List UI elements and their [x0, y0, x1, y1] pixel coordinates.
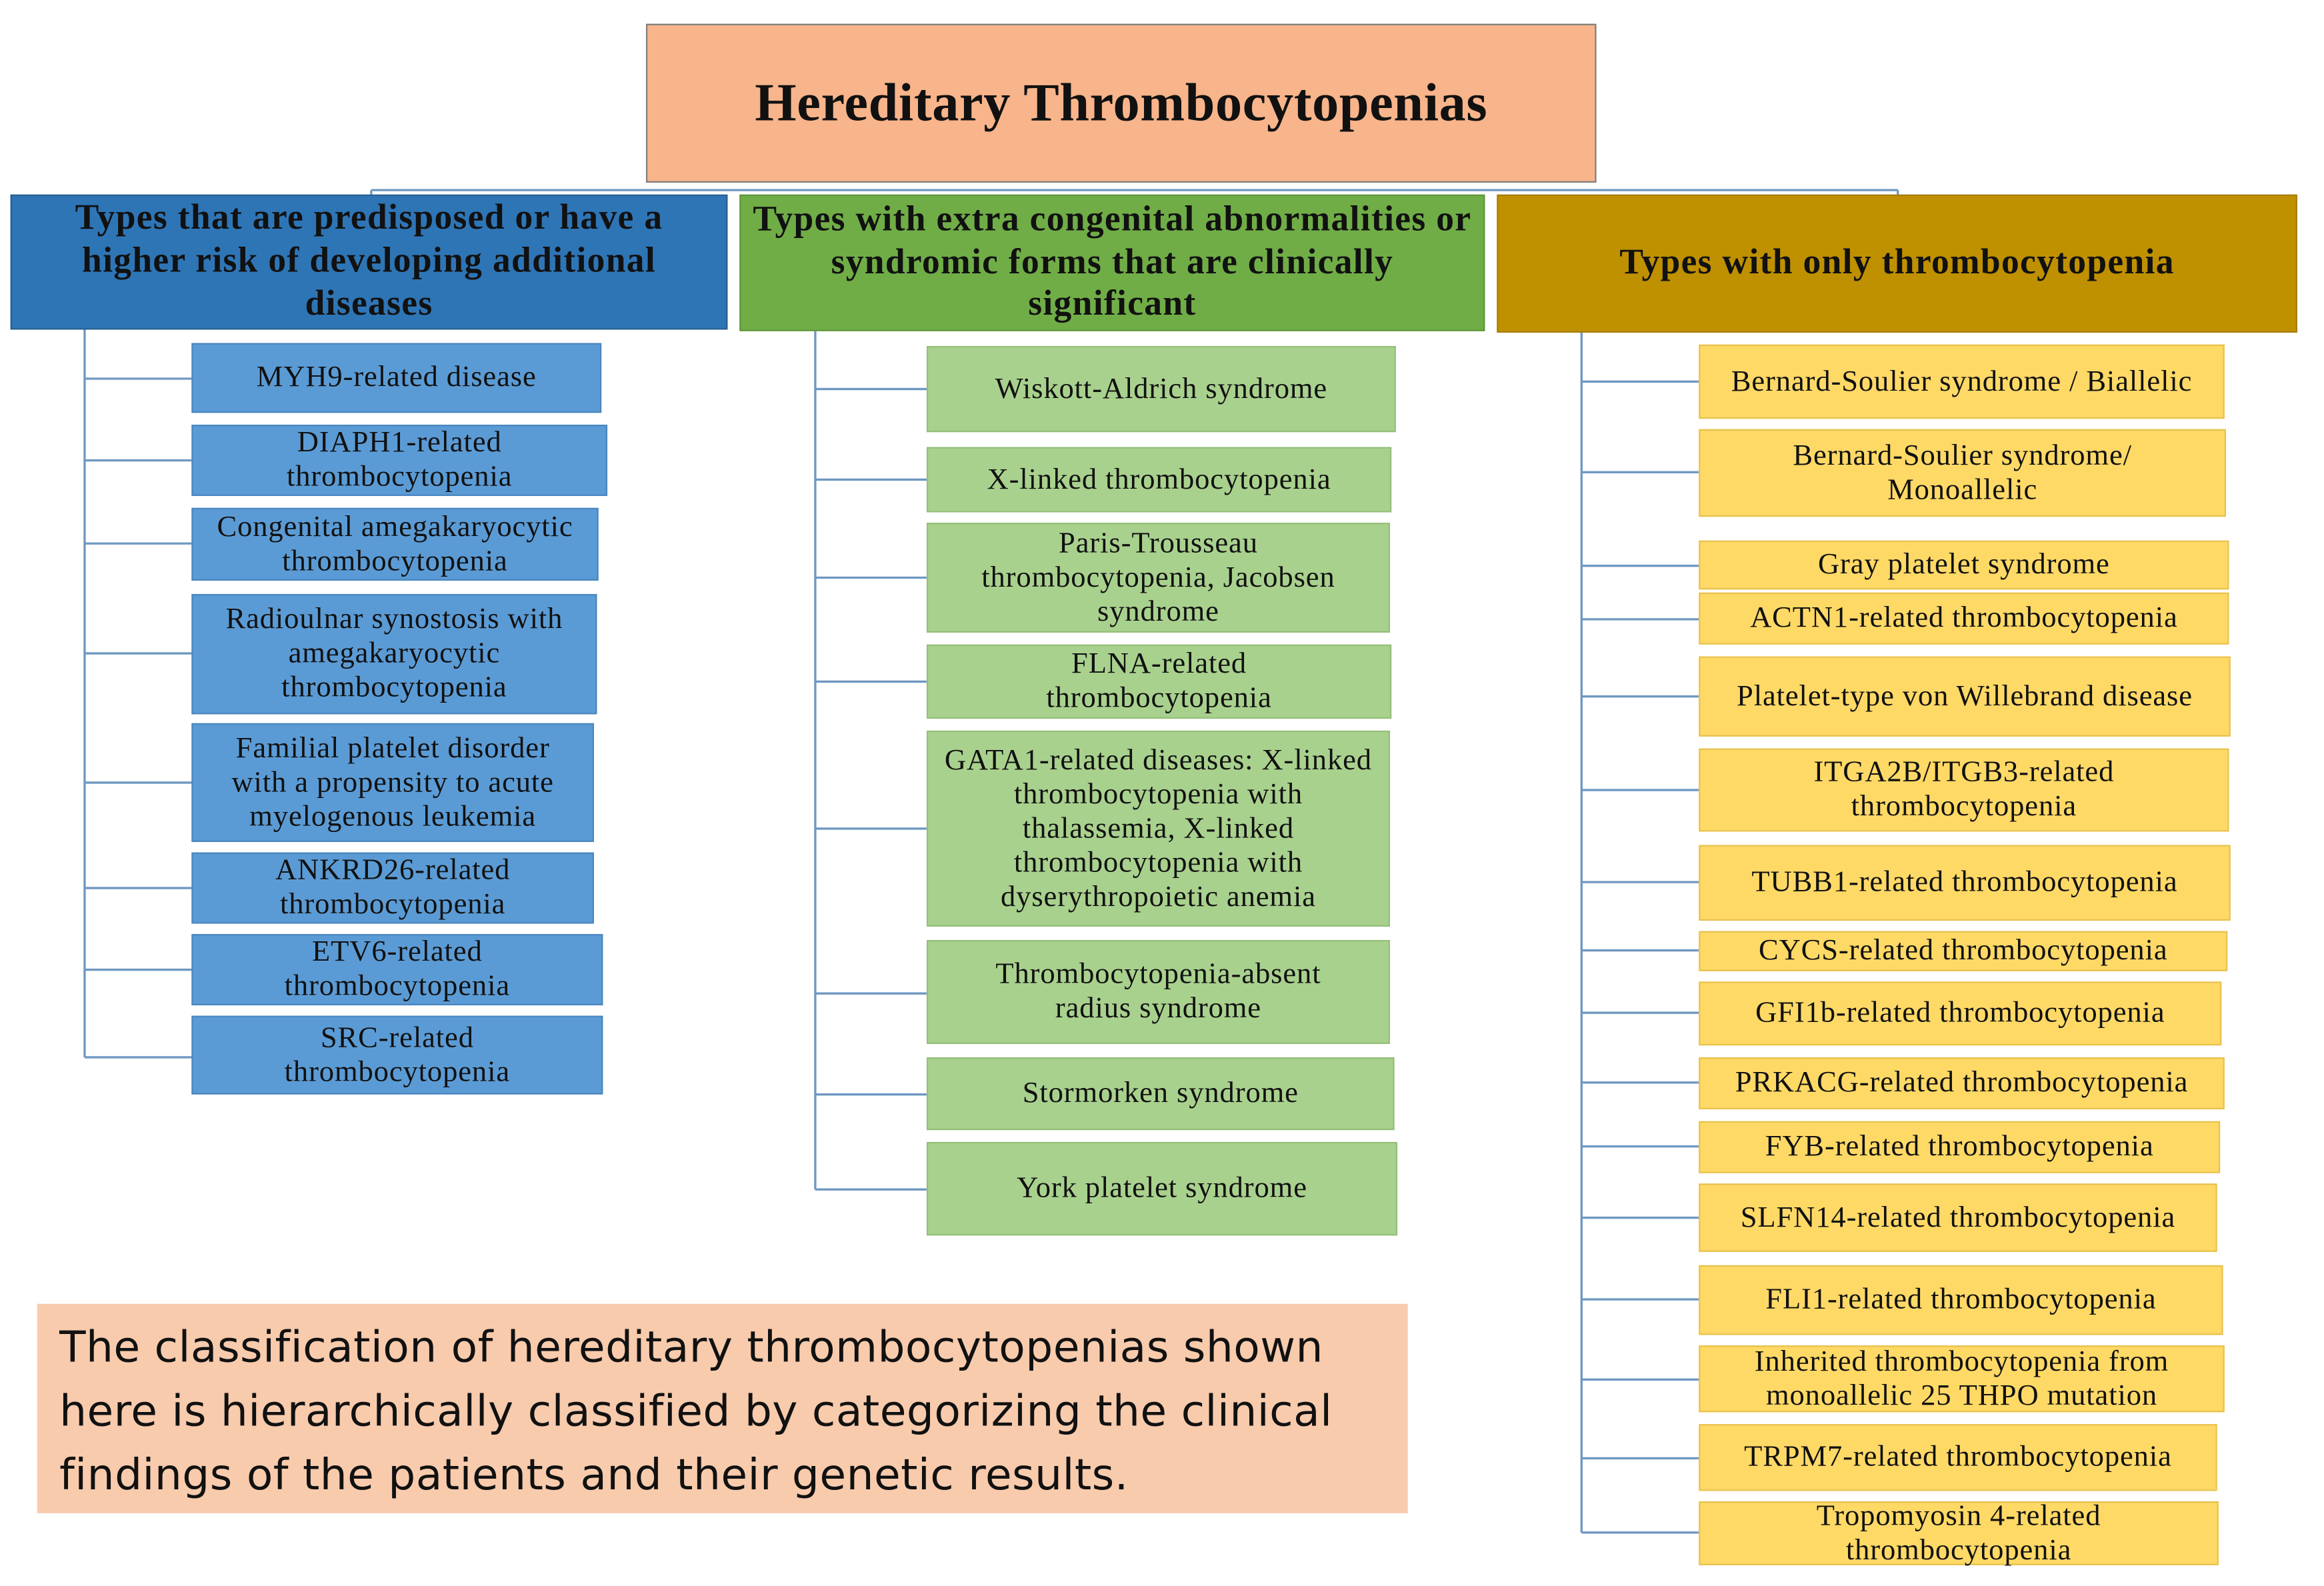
- disease-box: Gray platelet syndrome: [1699, 541, 2229, 590]
- disease-box: ITGA2B/ITGB3-related thrombocytopenia: [1699, 749, 2229, 832]
- disease-box: ACTN1-related thrombocytopenia: [1699, 593, 2229, 645]
- disease-box: FLNA-related thrombocytopenia: [927, 645, 1391, 719]
- disease-box: CYCS-related thrombocytopenia: [1699, 931, 2227, 971]
- disease-box: DIAPH1-related thrombocytopenia: [191, 425, 607, 496]
- disease-box: Stormorken syndrome: [927, 1057, 1395, 1130]
- category-header-predisposed: Types that are predisposed or have a higher risk of developing additional diseases: [11, 195, 728, 330]
- disease-box: GFI1b-related thrombocytopenia: [1699, 981, 2221, 1045]
- disease-box: PRKACG-related thrombocytopenia: [1699, 1057, 2225, 1109]
- disease-box: Tropomyosin 4-related thrombocytopenia: [1699, 1501, 2219, 1565]
- disease-box: ETV6-related thrombocytopenia: [191, 934, 603, 1005]
- disease-box: Bernard-Soulier syndrome / Biallelic: [1699, 345, 2225, 419]
- disease-box: MYH9-related disease: [191, 343, 601, 413]
- disease-box: Inherited thrombocytopenia from monoallelic 25 THPO mutation: [1699, 1345, 2225, 1412]
- disease-box: FYB-related thrombocytopenia: [1699, 1121, 2220, 1173]
- disease-box: FLI1-related thrombocytopenia: [1699, 1265, 2223, 1335]
- disease-box: York platelet syndrome: [927, 1142, 1397, 1235]
- disease-box: Familial platelet disorder with a propensity to acute myelogenous leukemia: [191, 723, 594, 842]
- disease-box: SLFN14-related thrombocytopenia: [1699, 1183, 2217, 1251]
- disease-box: SRC-related thrombocytopenia: [191, 1016, 603, 1095]
- diagram-title: Hereditary Thrombocytopenias: [646, 24, 1597, 183]
- disease-box: ANKRD26-related thrombocytopenia: [191, 853, 594, 924]
- disease-box: Wiskott-Aldrich syndrome: [927, 346, 1396, 432]
- category-header-syndromic: Types with extra congenital abnormalities or syndromic forms that are clinically significant: [739, 195, 1485, 331]
- disease-box: TRPM7-related thrombocytopenia: [1699, 1424, 2217, 1491]
- disease-box: GATA1-related diseases: X-linked thrombocytopenia with thalassemia, X-linked thrombocytopenia with dyserythropoietic anemia: [927, 731, 1390, 927]
- disease-box: Bernard-Soulier syndrome/ Monoallelic: [1699, 429, 2226, 517]
- disease-box: Platelet-type von Willebrand disease: [1699, 657, 2230, 737]
- disease-box: X-linked thrombocytopenia: [927, 447, 1391, 512]
- disease-box: Paris-Trousseau thrombocytopenia, Jacobsen syndrome: [927, 523, 1390, 633]
- category-header-only-thrombocytopenia: Types with only thrombocytopenia: [1497, 195, 2297, 333]
- disease-box: TUBB1-related thrombocytopenia: [1699, 845, 2230, 921]
- disease-box: Radioulnar synostosis with amegakaryocytic thrombocytopenia: [191, 594, 597, 714]
- disease-box: Congenital amegakaryocytic thrombocytopenia: [191, 508, 598, 581]
- classification-note: The classification of hereditary thrombocytopenias shown here is hierarchically classified by categorizing the clinical findings of the patients and their genetic results.: [37, 1304, 1408, 1513]
- disease-box: Thrombocytopenia-absent radius syndrome: [927, 940, 1390, 1044]
